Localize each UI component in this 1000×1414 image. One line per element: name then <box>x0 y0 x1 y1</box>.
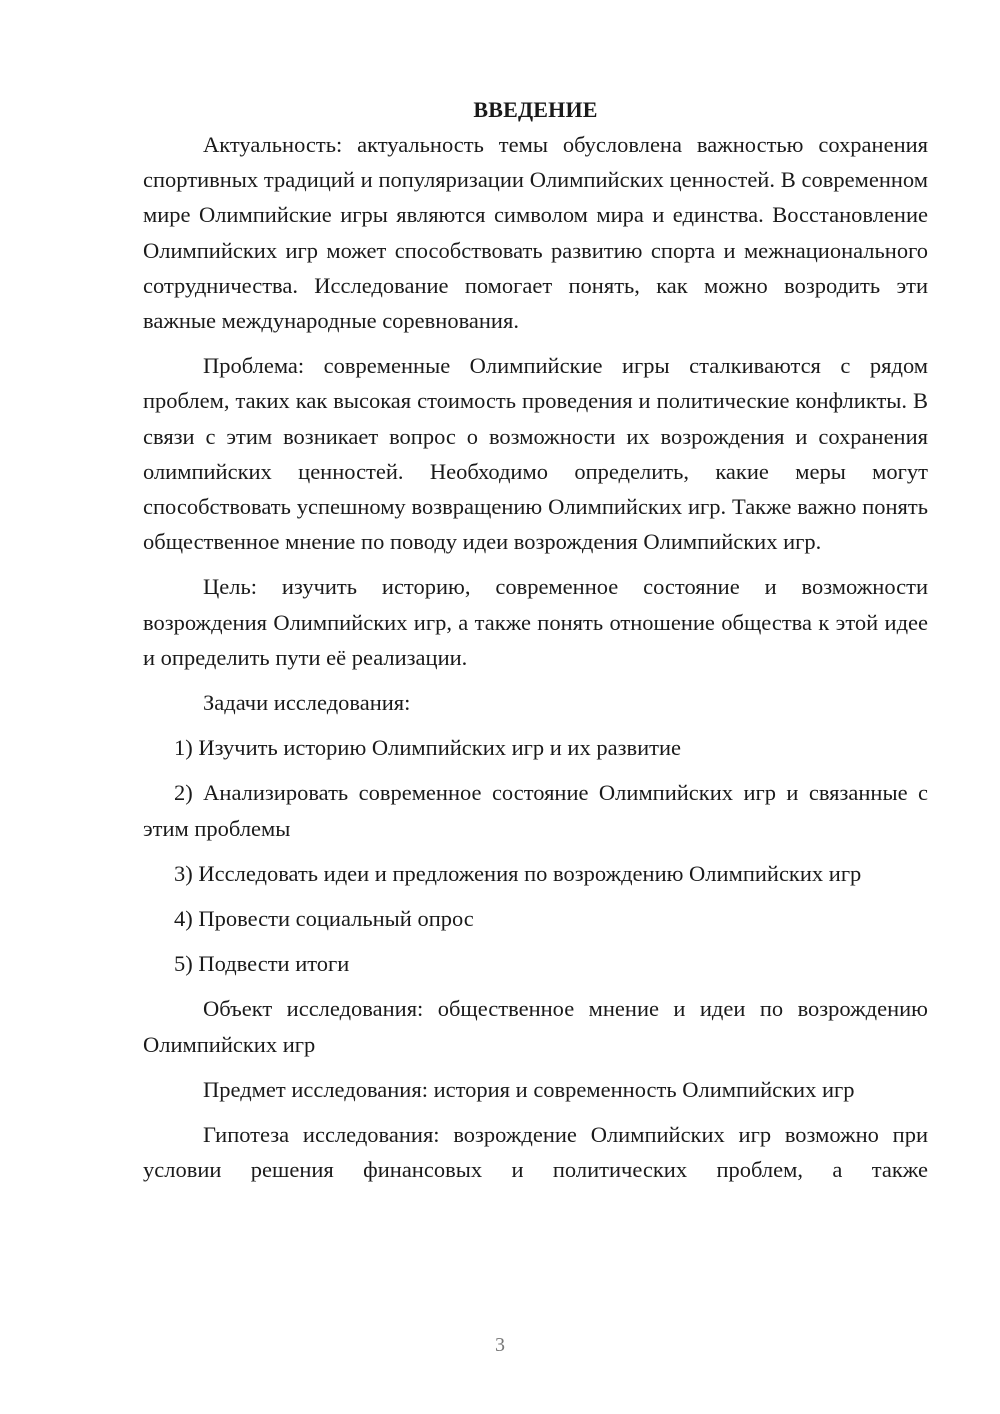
tasks-heading: Задачи исследования: <box>203 690 411 716</box>
task-item: 2) Анализировать современное состояние Олимпийских игр и связанные с этим проблемы <box>143 780 928 841</box>
page-number: 3 <box>495 1334 505 1356</box>
hypothesis-paragraph: Гипотеза исследования: возрождение Олимпийских игр возможно при условии решения финансовых и политических проблем, а также <box>143 1122 928 1183</box>
task-item: 4) Провести социальный опрос <box>174 906 474 932</box>
problem-paragraph: Проблема: современные Олимпийские игры сталкиваются с рядом проблем, таких как высокая стоимость проведения и политические конфликты. В связи с этим возникает вопрос о возможности их возрождения и сохранения олимпийских ценностей. Необходимо определить, какие меры могут способствовать успешному возвращению Олимпийских игр. Также важно понять общественное мнение по поводу идеи возрождения Олимпийских игр. <box>143 353 928 555</box>
subject-paragraph: Предмет исследования: история и современность Олимпийских игр <box>203 1076 855 1102</box>
goal-paragraph: Цель: изучить историю, современное состояние и возможности возрождения Олимпийских игр, а также понять отношение общества к этой идее и определить пути её реализации. <box>143 574 928 670</box>
task-item: 5) Подвести итоги <box>174 951 350 977</box>
relevance-paragraph: Актуальность: актуальность темы обусловлена важностью сохранения спортивных традиций и популяризации Олимпийских ценностей. В современном мире Олимпийские игры являются символом мира и единства. Восстановление Олимпийских игр может способствовать развитию спорта и межнационального сотрудничества. Исследование помогает понять, как можно возродить эти важные международные соревнования. <box>143 132 928 334</box>
object-paragraph: Объект исследования: общественное мнение и идеи по возрождению Олимпийских игр <box>143 996 928 1057</box>
document-page <box>143 92 928 1197</box>
task-item: 3) Исследовать идеи и предложения по возрождению Олимпийских игр <box>174 860 862 886</box>
section-title: ВВЕДЕНИЕ <box>473 97 598 122</box>
task-item: 1) Изучить историю Олимпийских игр и их развитие <box>174 735 681 761</box>
